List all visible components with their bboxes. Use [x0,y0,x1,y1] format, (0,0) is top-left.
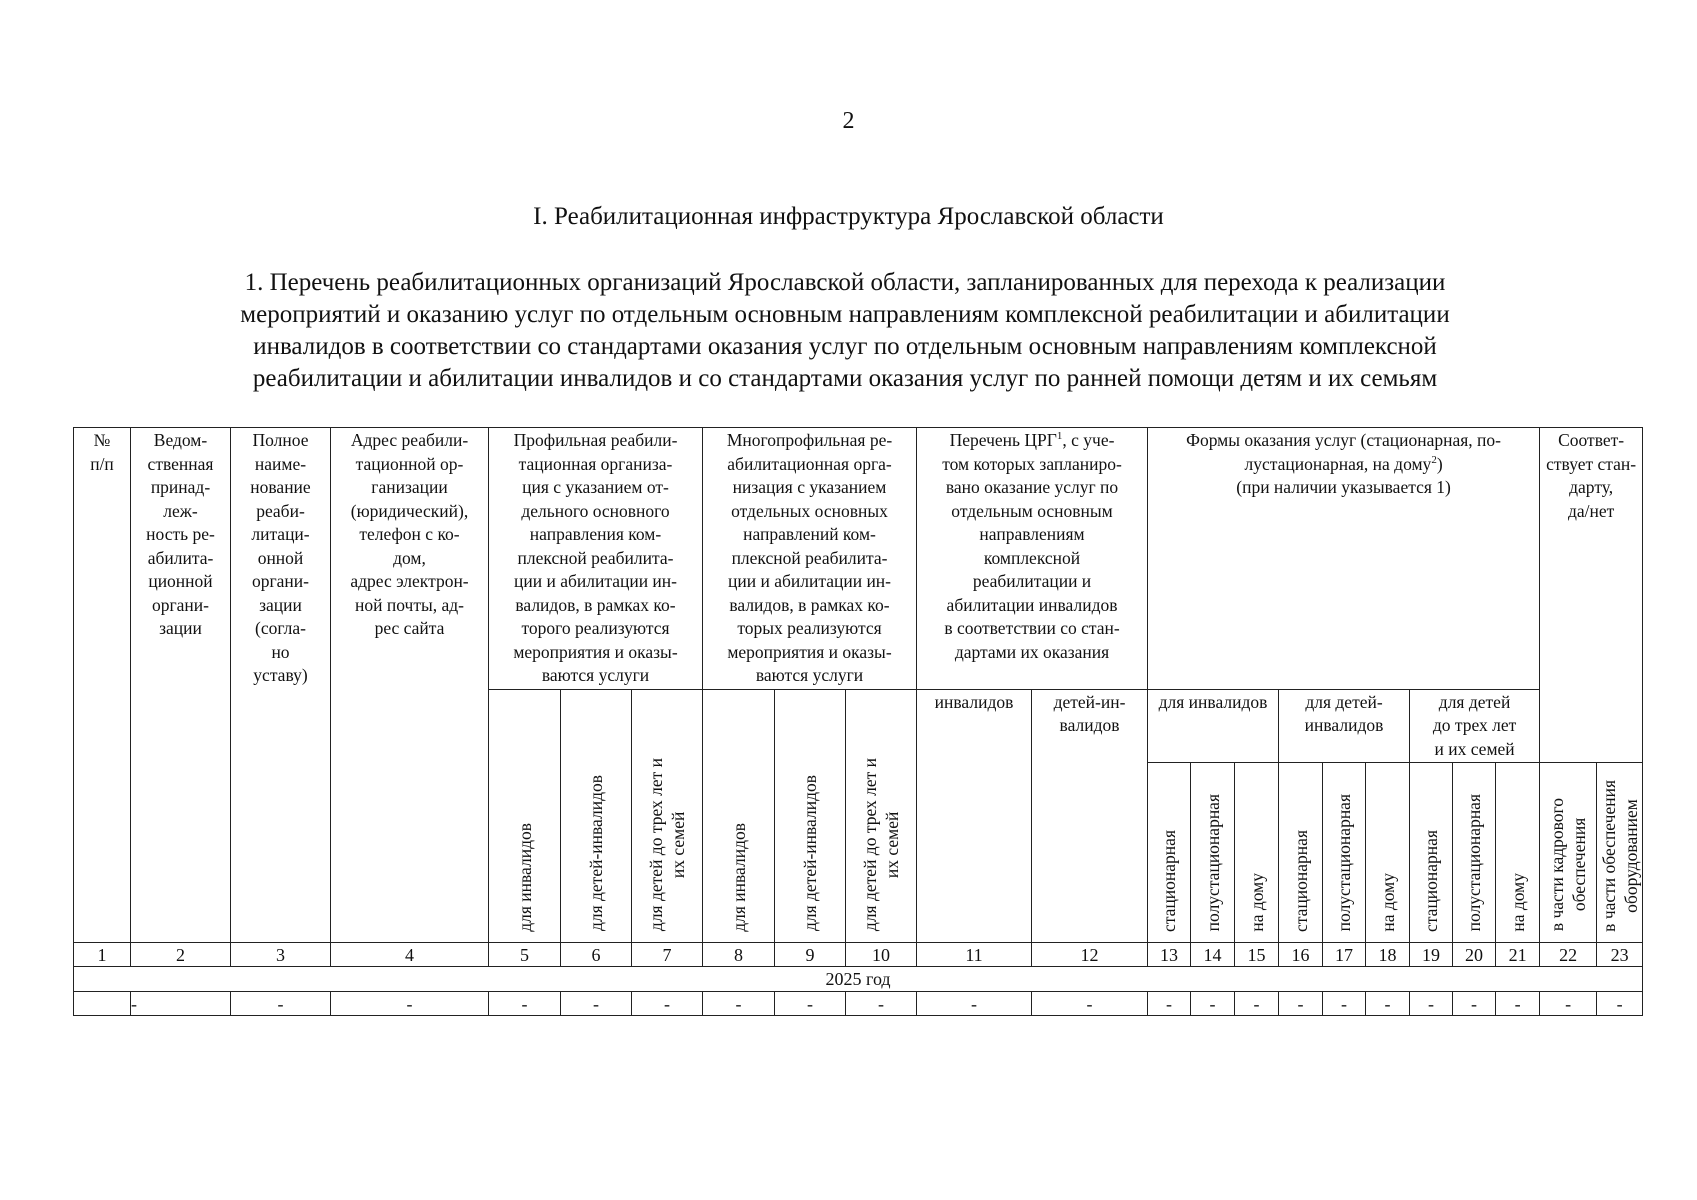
header-compliance-equipment: в части обеспечения оборудованием [1597,763,1643,943]
column-number: 23 [1597,943,1643,967]
subtitle-line: мероприятий и оказанию услуг по отдельным основным направлениям комплексной реабилитации и абилитации [240,301,1450,328]
table-cell [74,992,131,1016]
header-address: Адрес реабили- тационной ор- ганизации (юридический), телефон с ко- дом, адрес электрон- ной почты, ад- рес сайта [331,428,489,943]
table-cell: - [1540,992,1597,1016]
header-crg-invalids: инвалидов [917,689,1032,943]
header-form-home: на дому [1366,763,1410,943]
column-number: 4 [331,943,489,967]
header-multi-children: для детей-инвалидов [775,689,846,943]
year-row [74,967,1643,992]
header-forms-early: для детей до трех лет и их семей [1410,689,1540,763]
table-cell: - [1032,992,1148,1016]
header-compliance-staff: в части кадрового обеспечения [1540,763,1597,943]
header-crg-children: детей-ин- валидов [1032,689,1148,943]
header-multiprofile-organization: Многопрофильная ре- абилитационная орга- низация с указанием отдельных основных направлений ком- плексной реабилита- ции и абилитации ин- валидов, в рамках ко- торых реализуются мероприятия и оказы- ваются услуги [703,428,917,690]
column-number: 13 [1148,943,1191,967]
table-cell: - [1366,992,1410,1016]
header-number: № п/п [74,428,131,943]
column-number: 10 [846,943,917,967]
page-number: 2 [842,108,855,134]
table-cell: - [703,992,775,1016]
header-form-semi: полустационарная [1323,763,1366,943]
column-number: 6 [561,943,632,967]
table-cell: - [489,992,561,1016]
subtitle-line: инвалидов в соответствии со стандартами оказания услуг по отдельным основным направлениям комплексной [253,333,1437,360]
rehab-organizations-table [73,427,1643,1016]
subtitle-line: 1. Перечень реабилитационных организаций Ярославской области, запланированных для перехода к реализации [244,269,1446,296]
column-number: 17 [1323,943,1366,967]
column-number: 5 [489,943,561,967]
header-form-stationary: стационарная [1148,763,1191,943]
header-form-semi: полустационарная [1453,763,1496,943]
column-number: 20 [1453,943,1496,967]
header-full-name: Полное наиме- нование реаби- литаци- онной органи- зации (согла- но уставу) [231,428,331,943]
header-profile-organization: Профильная реабили- тационная организа- ция с указанием от- дельного основного направления ком- плексной реабилита- ции и абилитации ин- валидов, в рамках ко- торого реализуются мероприятия и оказы- ваются услуги [489,428,703,690]
header-form-home: на дому [1235,763,1279,943]
column-number: 15 [1235,943,1279,967]
table-cell: - [846,992,917,1016]
column-number: 21 [1496,943,1540,967]
column-number: 3 [231,943,331,967]
column-number: 14 [1191,943,1235,967]
header-profile-early: для детей до трех лет и их семей [632,689,703,943]
table-cell: - [331,992,489,1016]
table-cell: - [131,992,231,1016]
column-number: 9 [775,943,846,967]
table-cell: - [1453,992,1496,1016]
table-cell: - [1148,992,1191,1016]
column-number: 16 [1279,943,1323,967]
header-profile-children: для детей-инвалидов [561,689,632,943]
header-service-forms: Формы оказания услуг (стационарная, по- лустационарная, на дому$^2$) (при наличии указывается 1) [1148,428,1540,690]
column-number: 11 [917,943,1032,967]
column-number: 7 [632,943,703,967]
header-compliance: Соответ- ствует стан- дарту, да/нет [1540,428,1643,763]
table-cell: - [1191,992,1235,1016]
header-forms-children: для детей- инвалидов [1279,689,1410,763]
table-cell: - [1235,992,1279,1016]
table-cell: - [561,992,632,1016]
subtitle [120,267,1570,395]
header-multi-invalids: для инвалидов [703,689,775,943]
subtitle-line: реабилитации и абилитации инвалидов и со стандартами оказания услуг по ранней помощи детям и их семьям [252,365,1438,392]
table-row [74,992,1643,1016]
header-multi-early: для детей до трех лет и их семей [846,689,917,943]
header-form-stationary: стационарная [1279,763,1323,943]
header-crg-list: Перечень ЦРГ$^1$, с уче- том которых запланиро- вано оказание услуг по отдельным основным направлениям комплексной реабилитации и абилитации инвалидов в соответствии со стан- дартами их оказания [917,428,1148,690]
table-cell: - [231,992,331,1016]
table-cell: - [1597,992,1643,1016]
header-form-home: на дому [1496,763,1540,943]
table-cell: - [775,992,846,1016]
table-cell: - [1410,992,1453,1016]
column-number: 2 [131,943,231,967]
column-number: 1 [74,943,131,967]
table-cell: - [1279,992,1323,1016]
column-number: 19 [1410,943,1453,967]
header-profile-invalids: для инвалидов [489,689,561,943]
header-form-semi: полустационарная [1191,763,1235,943]
column-numbers-row [74,943,1643,967]
header-forms-invalids: для инвалидов [1148,689,1279,763]
table-cell: - [1323,992,1366,1016]
header-affiliation: Ведом- ственная принад- леж- ность ре- абилита- ционной органи- зации [131,428,231,943]
header-form-stationary: стационарная [1410,763,1453,943]
table-cell: - [917,992,1032,1016]
column-number: 8 [703,943,775,967]
year-label: 2025 год [74,967,1643,992]
table-cell: - [1496,992,1540,1016]
section-title: I. Реабилитационная инфраструктура Ярославской области [533,203,1164,230]
column-number: 18 [1366,943,1410,967]
column-number: 12 [1032,943,1148,967]
table-cell: - [632,992,703,1016]
column-number: 22 [1540,943,1597,967]
